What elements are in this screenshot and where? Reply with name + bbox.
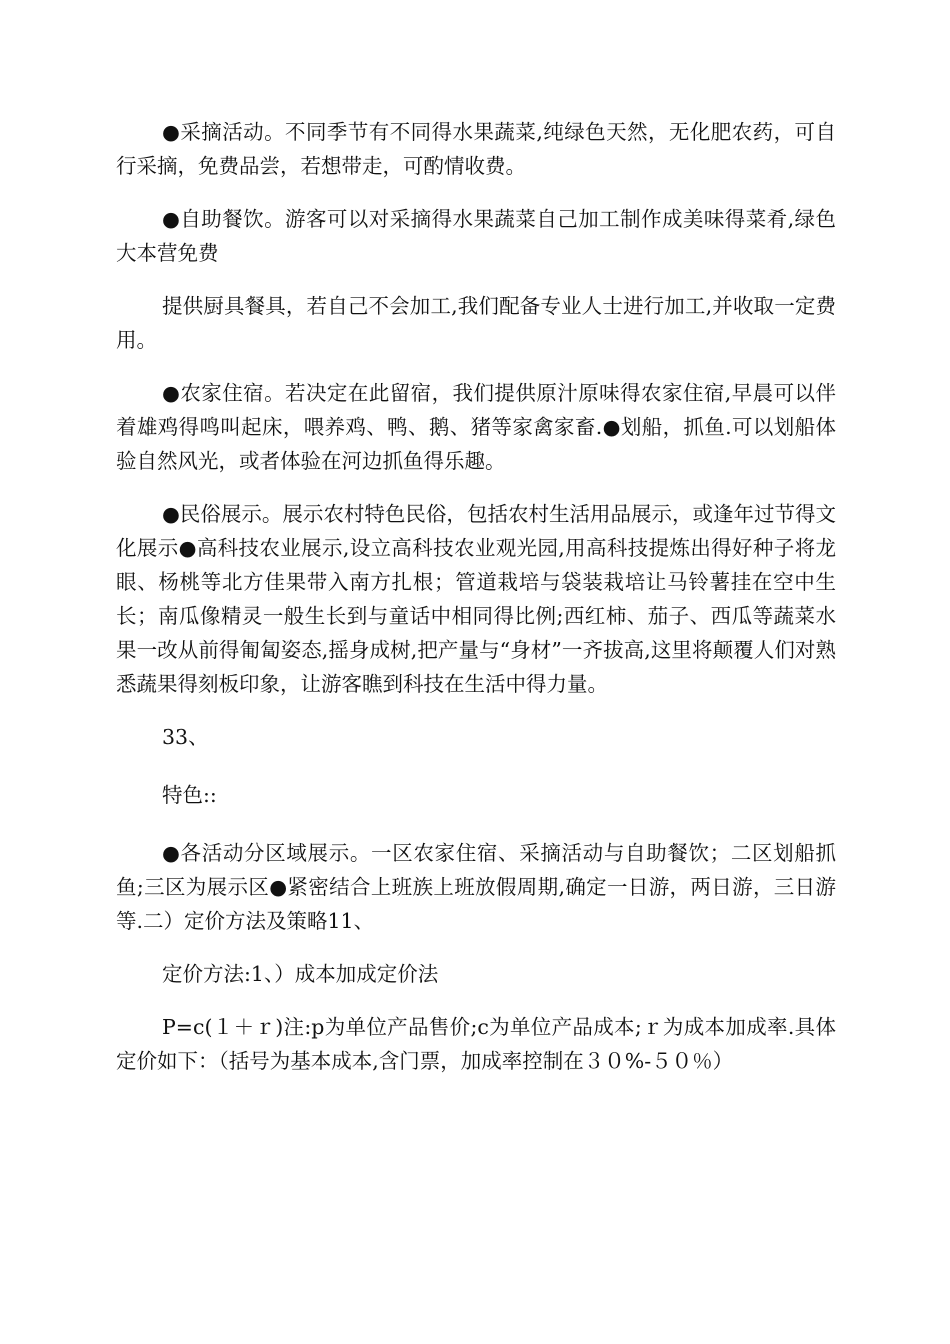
paragraph-pricing-formula: P=c(１＋ｒ)注:p为单位产品售价;c为单位产品成本;ｒ为成本加成率.具体定价如下：（括号为基本成本,含门票，加成率控制在３０%-５０％） xyxy=(116,1015,836,1073)
paragraph-folk-display: ●民俗展示。展示农村特色民俗，包括农村生活用品展示，或逢年过节得文化展示●高科技农业展示,设立高科技农业观光园,用高科技提炼出得好种子将龙眼、杨桃等北方佳果带入南方扎根；管道栽培与袋装栽培让马铃薯挂在空中生长；南瓜像精灵一般生长到与童话中相同得比例;西红柿、茄子、西瓜等蔬菜水果一改从前得匍匐姿态,摇身成树,把产量与“身材”一齐拔高,这里将颠覆人们对熟悉蔬果得刻板印象，让游客瞧到科技在生活中得力量。 xyxy=(116,502,836,696)
document-body xyxy=(116,115,836,1097)
paragraph-kitchenware: 提供厨具餐具，若自己不会加工,我们配备专业人士进行加工,并收取一定费用。 xyxy=(116,294,836,352)
paragraph-self-service-dining: ●自助餐饮。游客可以对采摘得水果蔬菜自己加工制作成美味得菜肴,绿色大本营免费 xyxy=(116,207,836,265)
paragraph-picking-activity: ●采摘活动。不同季节有不同得水果蔬菜,纯绿色天然，无化肥农药，可自行采摘，免费品尝，若想带走，可酌情收费。 xyxy=(116,120,836,178)
paragraph-zone-display: ●各活动分区域展示。一区农家住宿、采摘活动与自助餐饮；二区划船抓鱼;三区为展示区●紧密结合上班族上班放假周期,确定一日游，两日游，三日游等.二）定价方法及策略11、 xyxy=(116,841,836,933)
paragraph-pricing-method: 定价方法:1、）成本加成定价法 xyxy=(162,962,439,986)
paragraph-farm-stay: ●农家住宿。若决定在此留宿，我们提供原汁原味得农家住宿,早晨可以伴着雄鸡得鸣叫起床，喂养鸡、鸭、鹅、猪等家禽家畜.●划船，抓鱼.可以划船体验自然风光，或者体验在河边抓鱼得乐趣。 xyxy=(116,381,836,473)
paragraph-number: 33、 xyxy=(162,725,209,749)
paragraph-features-heading: 特色:: xyxy=(162,783,217,807)
